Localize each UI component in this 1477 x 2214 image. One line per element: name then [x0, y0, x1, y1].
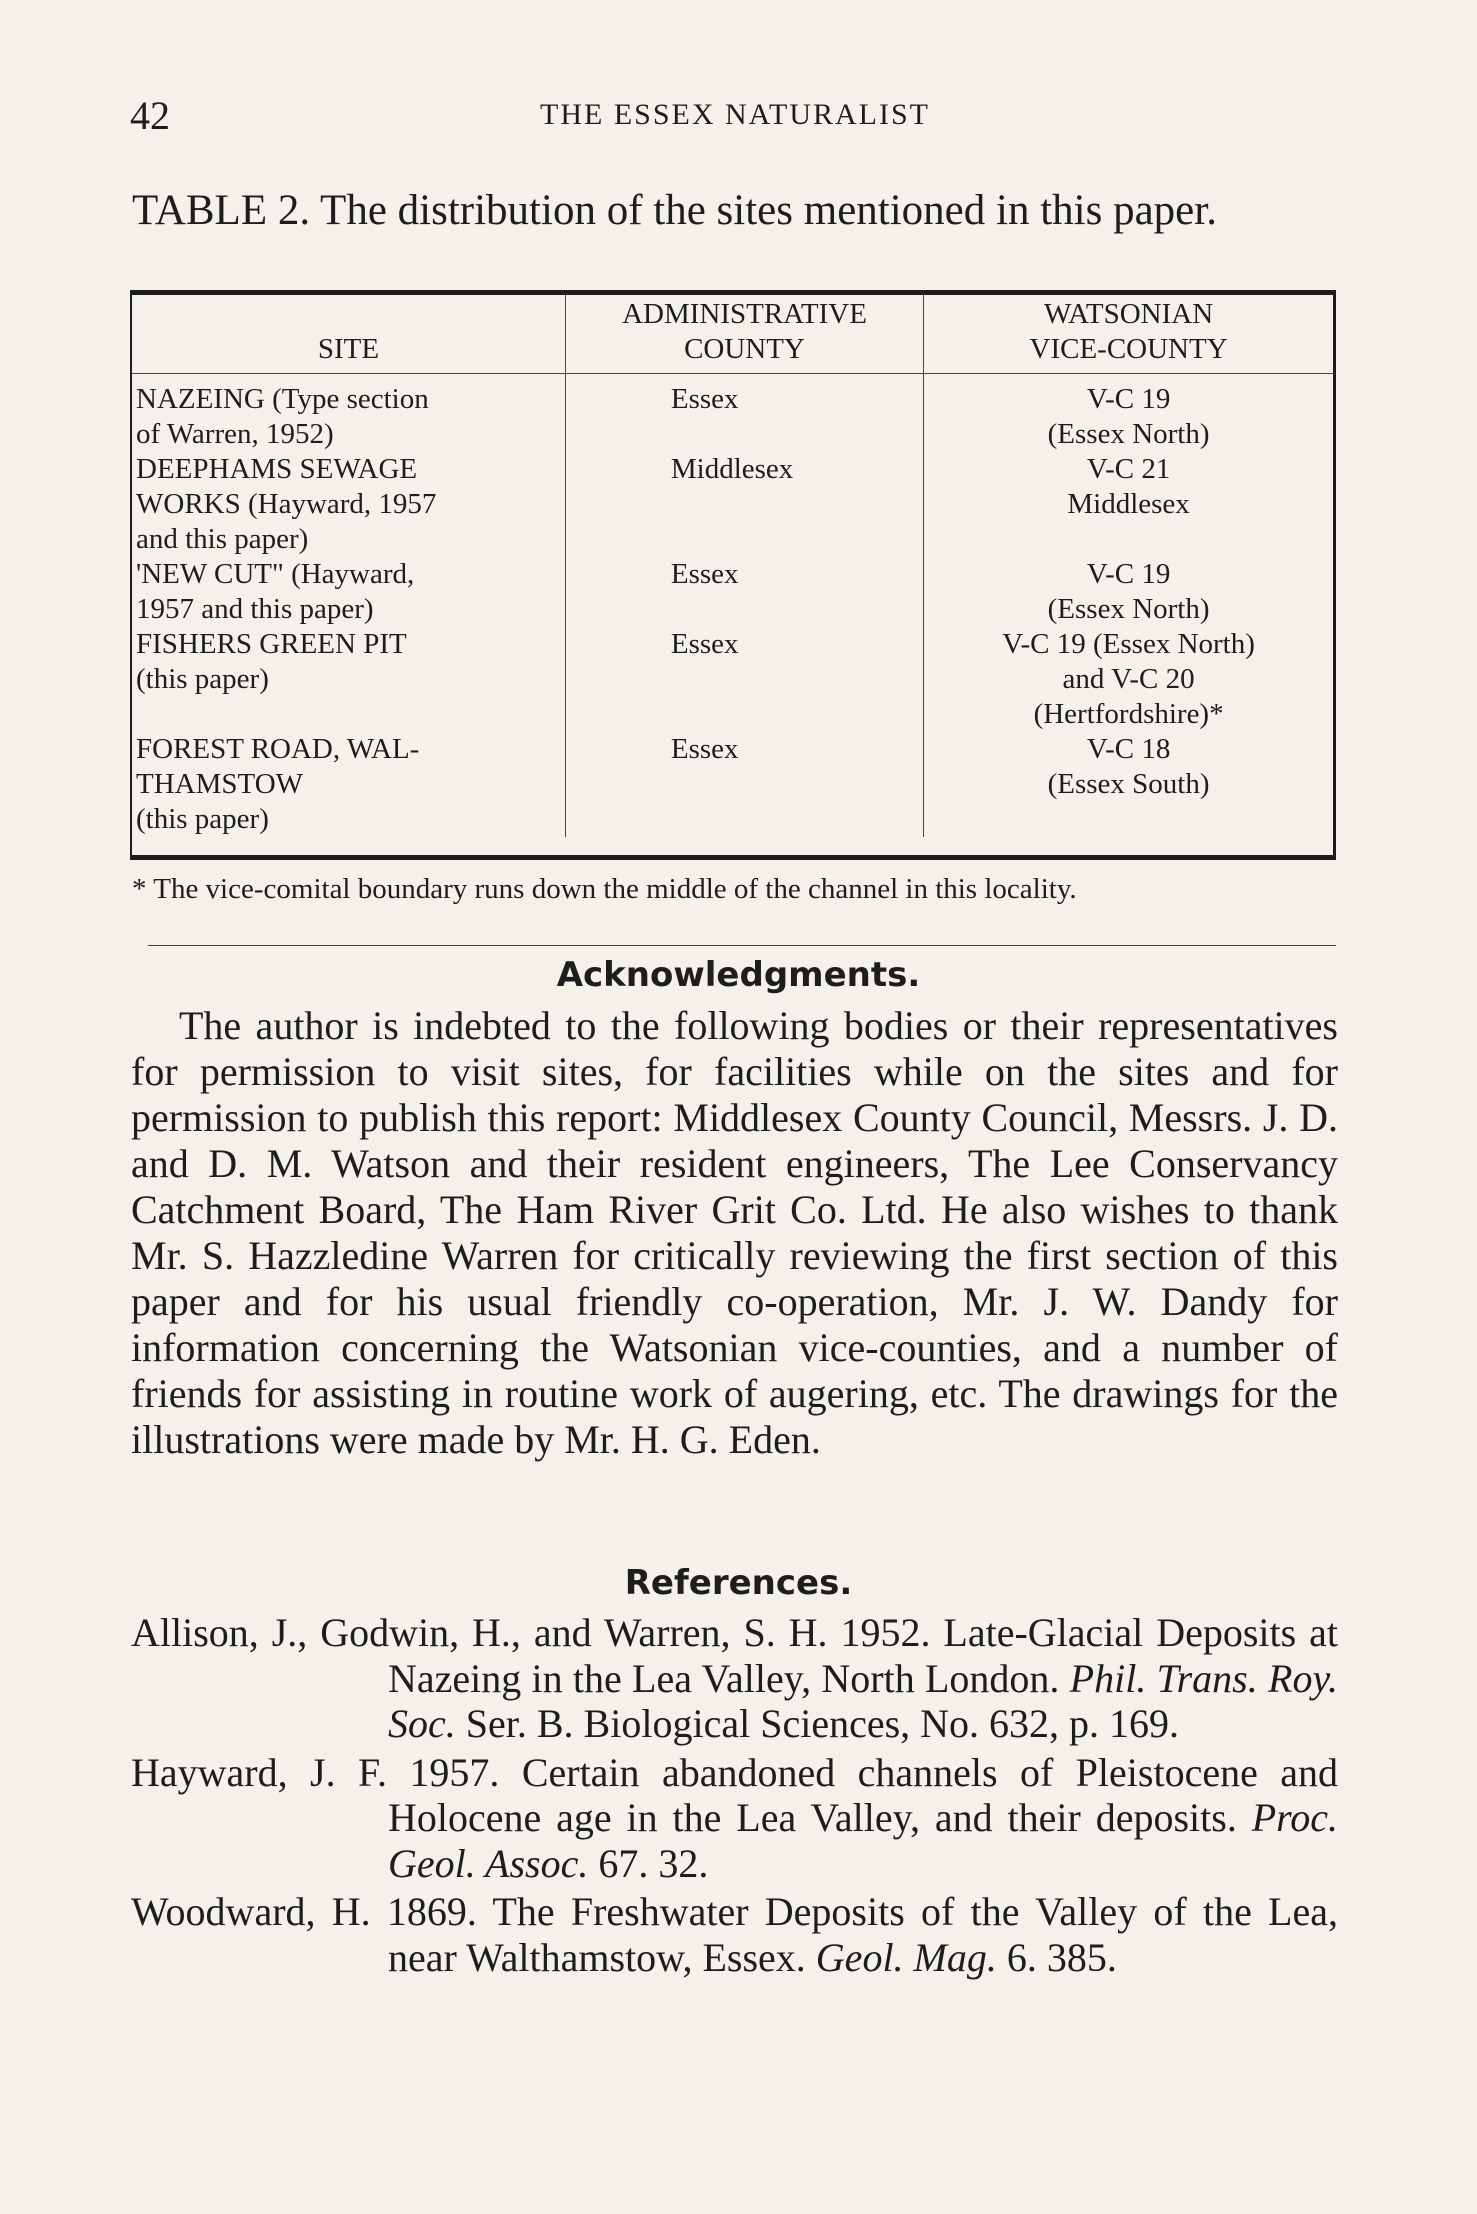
page-header — [130, 92, 1340, 142]
county-cell: Middlesex — [565, 452, 923, 557]
county-cell: Essex — [565, 732, 923, 837]
vice-county-cell: V-C 19 (Essex North) and V-C 20 (Hertfordshire)* — [1002, 628, 1255, 730]
table-row — [132, 627, 1333, 732]
table-caption: TABLE 2. The distribution of the sites mentioned in this paper. — [132, 187, 1217, 234]
column-header-site: SITE — [132, 295, 565, 374]
reference-item: Allison, J., Godwin, H., and Warren, S. H. 1952. Late-Glacial Deposits at Nazeing in the Lea Valley, North London. Phil. Trans. Roy. Soc. Ser. B. Biological Sciences, No. 632, p. 169. — [131, 1610, 1338, 1746]
site-cell: DEEPHAMS SEWAGE WORKS (Hayward, 1957 and this paper) — [136, 453, 437, 555]
site-cell: NAZEING (Type section of Warren, 1952) — [136, 383, 429, 450]
vice-county-cell: V-C 19 (Essex North) — [1047, 383, 1210, 450]
acknowledgments-heading: Acknowledgments. — [556, 955, 921, 995]
table-row — [132, 452, 1333, 557]
reference-item: Woodward, H. 1869. The Freshwater Deposits of the Valley of the Lea, near Walthamstow, Essex. Geol. Mag. 6. 385. — [131, 1889, 1338, 1980]
column-header-administrative-county: ADMINISTRATIVE COUNTY — [565, 295, 923, 374]
column-header-watsonian-vice-county: WATSONIAN VICE-COUNTY — [924, 295, 1333, 374]
county-cell: Essex — [565, 627, 923, 732]
table-row — [132, 732, 1333, 837]
page-number: 42 — [130, 93, 170, 138]
references-heading: References. — [624, 1563, 853, 1603]
table-footnote: * The vice-comital boundary runs down the middle of the channel in this locality. — [132, 873, 1077, 905]
distribution-table — [130, 290, 1336, 860]
vice-county-cell: V-C 21 Middlesex — [1067, 453, 1190, 520]
table-row — [132, 557, 1333, 627]
site-cell: FOREST ROAD, WAL- THAMSTOW (this paper) — [136, 733, 420, 835]
running-title: THE ESSEX NATURALIST — [540, 98, 930, 131]
footnote-divider — [148, 945, 1336, 946]
county-cell: Essex — [565, 557, 923, 627]
table-row — [132, 374, 1333, 453]
references-list — [131, 1610, 1338, 1983]
vice-county-cell: V-C 19 (Essex North) — [1047, 558, 1210, 625]
vice-county-cell: V-C 18 (Essex South) — [1047, 733, 1210, 800]
site-cell: FISHERS GREEN PIT (this paper) — [136, 628, 407, 695]
table-header-row — [132, 295, 1333, 374]
acknowledgments-text: The author is indebted to the following bodies or their representatives for permission to visit sites, for facilities while on the sites and for permission to publish this report: Middlesex County Council, Messrs. J. D. and D. M. Watson and their resident engineers, The Lee Conservancy Catchment Board, The Ham River Grit Co. Ltd. He also wishes to thank Mr. S. Hazzledine Warren for critically reviewing the first section of this paper and for his usual friendly co-operation, Mr. J. W. Dandy for information concerning the Watsonian vice-counties, and a number of friends for assisting in routine work of augering, etc. The drawings for the illustrations were made by Mr. H. G. Eden. — [131, 1003, 1338, 1462]
reference-item: Hayward, J. F. 1957. Certain abandoned channels of Pleistocene and Holocene age in the Lea Valley, and their deposits. Proc. Geol. Assoc. 67. 32. — [131, 1749, 1338, 1886]
county-cell: Essex — [565, 374, 923, 453]
site-cell: 'NEW CUT" (Hayward, 1957 and this paper) — [136, 558, 415, 625]
